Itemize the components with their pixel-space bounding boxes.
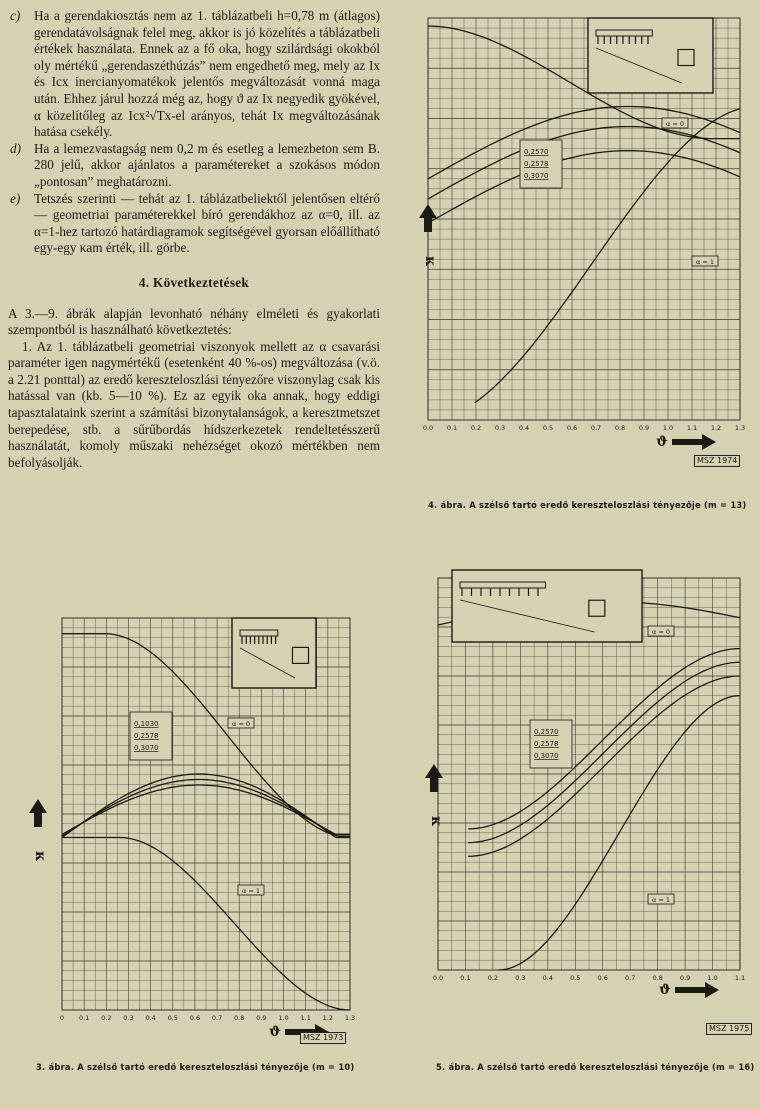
cross-section-inset [232, 618, 316, 688]
x-tick-label: 0.7 [590, 424, 602, 432]
x-tick-label: 1.2 [710, 424, 722, 432]
x-tick-label: 0.3 [515, 974, 526, 982]
x-axis-label: ϑ [659, 982, 671, 998]
intro-paragraph: A 3.—9. ábrák alapján levonható néhány elméleti és gyakorlati szempontból is használható következtetés: [8, 305, 380, 338]
curve-alpha-mid [468, 662, 740, 842]
item-e [8, 191, 380, 257]
x-tick-label: 0.9 [256, 1014, 267, 1022]
x-tick-label: 1.0 [662, 424, 674, 432]
x-tick-label: 1.2 [322, 1014, 334, 1022]
x-tick-label: 0.8 [652, 974, 663, 982]
item-c-text: Ha a gerendakiosztás nem az 1. táblázatbeli h=0,78 m (átlagos) gerendatávolságnak felel meg, akkor is jó közelítés a táblázatbeli értékek használata. Ennek az a fő oka, hogy szilárdsági okokból oly mértékű „gerendaszéthúzás” nem engedhető meg, mely az Ix és Icx inercianyomatékok jelentős megváltozását vonná maga után. Ehhez járul hozzá még az, hogy ϑ az Ix negyedik gyökével, α közelítőleg az Icx²√Tx-el arányos, tehát Ix megváltozásának hatása csekély. [34, 8, 380, 140]
curve-alpha-mid [468, 676, 740, 856]
point-1: 1. Az 1. táblázatbeli geometriai viszonyok mellett az α csavarási paraméter igen nagymértékű (esetenként 40 %-os) megváltozása (v.ö. a 2.21 ponttal) az eredő kereszteloszlási tényezőre viszonylag csak kis hatással van (kb. 5—10 %). Ez az egyik oka annak, hogy eddigi tapasztalataink szerint a számítási bizonytalanságok, a keresztmetszet berepedése, stb. a sűrűbordás hídszerkezetek rendeltetésszerű használatát, komoly műszaki nehézséget okozó mértékben nem befolyásolják. [8, 338, 380, 470]
legend-entry: 0,1030 [134, 720, 159, 728]
figure-5-chart [380, 560, 760, 1050]
conclusions [8, 306, 380, 472]
y-axis-arrow [419, 204, 437, 232]
x-tick-label: 1.1 [300, 1014, 311, 1022]
legend-entry: 0,2578 [524, 160, 549, 168]
x-tick-label: 0.7 [625, 974, 636, 982]
item-d-text: Ha a lemezvastagság nem 0,2 m és esetleg a lemezbeton sem B. 280 jelű, akkor ajánlatos a paramétereket a szokásos módon „pontosan” meghatározni. [34, 140, 380, 189]
x-tick-label: 0.4 [542, 974, 553, 982]
legend-entry: 0,2570 [534, 728, 559, 736]
curve-alpha-mid [468, 649, 740, 829]
legend-entry: 0,2570 [524, 148, 549, 156]
y-axis-label: κ [422, 256, 438, 267]
cross-section-inset [452, 570, 642, 642]
x-tick-label: 1.1 [734, 974, 746, 982]
y-axis-arrow [29, 799, 47, 827]
curve-label: α = 0 [666, 120, 684, 128]
x-tick-label: 1.0 [278, 1014, 289, 1022]
item-c-label: c) [10, 8, 21, 23]
item-e-text: Tetszés szerinti — tehát az 1. táblázatbeliektől jelentősen eltérő — geometriai paraméterekkel bíró gerendákhoz az α=0, ill. az α=1-hez tartozó határdiagramok segítségével gyorsan előállítható egy-egy κam érték, ill. görbe. [34, 190, 380, 256]
x-tick-label: 0 [59, 1014, 65, 1022]
x-tick-label: 0.6 [189, 1014, 201, 1022]
x-tick-label: 0.8 [614, 424, 626, 432]
curve-label: α = 0 [652, 628, 670, 636]
x-tick-label: 0.1 [446, 424, 458, 432]
figure-4-caption: 4. ábra. A szélső tartó eredő kereszteloszlási tényezője (m = 13) [428, 500, 747, 510]
legend-entry: 0,2578 [534, 740, 559, 748]
x-tick-label: 0.5 [167, 1014, 178, 1022]
x-axis-arrow [675, 982, 719, 998]
x-tick-label: 0.5 [542, 424, 554, 432]
figure-3-chart [0, 600, 380, 1050]
x-tick-label: 0.2 [487, 974, 499, 982]
x-axis-label: ϑ [269, 1024, 281, 1040]
item-d [8, 141, 380, 191]
x-tick-label: 0.1 [460, 974, 471, 982]
figure-5-caption: 5. ábra. A szélső tartó eredő kereszteloszlási tényezője (m = 16) [436, 1062, 755, 1072]
x-tick-label: 0.3 [123, 1014, 134, 1022]
x-tick-label: 0.0 [422, 424, 434, 432]
x-tick-label: 0.6 [566, 424, 578, 432]
x-tick-label: 0.5 [570, 974, 581, 982]
figure-4-chart [380, 0, 760, 490]
item-c [8, 8, 380, 141]
text-column [8, 8, 380, 471]
curve-label: α = 0 [232, 720, 250, 728]
legend-entry: 0,2578 [134, 732, 159, 740]
x-tick-label: 0.7 [211, 1014, 223, 1022]
figure-4-stamp: MSZ 1974 [694, 455, 740, 467]
x-tick-label: 1.3 [344, 1014, 356, 1022]
x-tick-label: 0.6 [597, 974, 608, 982]
curve-label: α = 1 [652, 896, 670, 904]
y-axis-arrow [425, 764, 443, 792]
legend-entry: 0,3070 [134, 744, 159, 752]
figure-5-stamp: MSZ 1975 [706, 1023, 752, 1035]
x-tick-label: 0.3 [494, 424, 506, 432]
x-tick-label: 1.0 [707, 974, 718, 982]
x-tick-label: 1.1 [686, 424, 698, 432]
figure-3-caption: 3. ábra. A szélső tartó eredő kereszteloszlási tényezője (m = 10) [36, 1062, 355, 1072]
section-heading: 4. Következtetések [138, 274, 250, 290]
x-tick-label: 0.2 [101, 1014, 112, 1022]
legend-entry: 0,3070 [534, 752, 559, 760]
x-tick-label: 0.9 [638, 424, 650, 432]
x-tick-label: 0.2 [470, 424, 482, 432]
legend-entry: 0,3070 [524, 172, 549, 180]
x-tick-label: 0.8 [234, 1014, 245, 1022]
x-axis-arrow [672, 434, 716, 450]
item-d-label: d) [10, 140, 21, 156]
y-axis-label: κ [32, 851, 48, 862]
x-tick-label: 0.1 [78, 1014, 90, 1022]
item-e-label: e) [10, 190, 21, 206]
x-tick-label: 0.9 [679, 974, 691, 982]
x-tick-label: 0.4 [518, 424, 530, 432]
x-tick-label: 0.0 [432, 974, 444, 982]
figure-3-stamp: MSZ 1973 [300, 1032, 346, 1044]
curve-label: α = 1 [696, 258, 714, 266]
x-tick-label: 0.4 [145, 1014, 156, 1022]
curve-label: α = 1 [242, 887, 260, 895]
x-axis-label: ϑ [656, 434, 668, 450]
y-axis-label: κ [428, 816, 444, 827]
x-tick-label: 1.3 [734, 424, 746, 432]
